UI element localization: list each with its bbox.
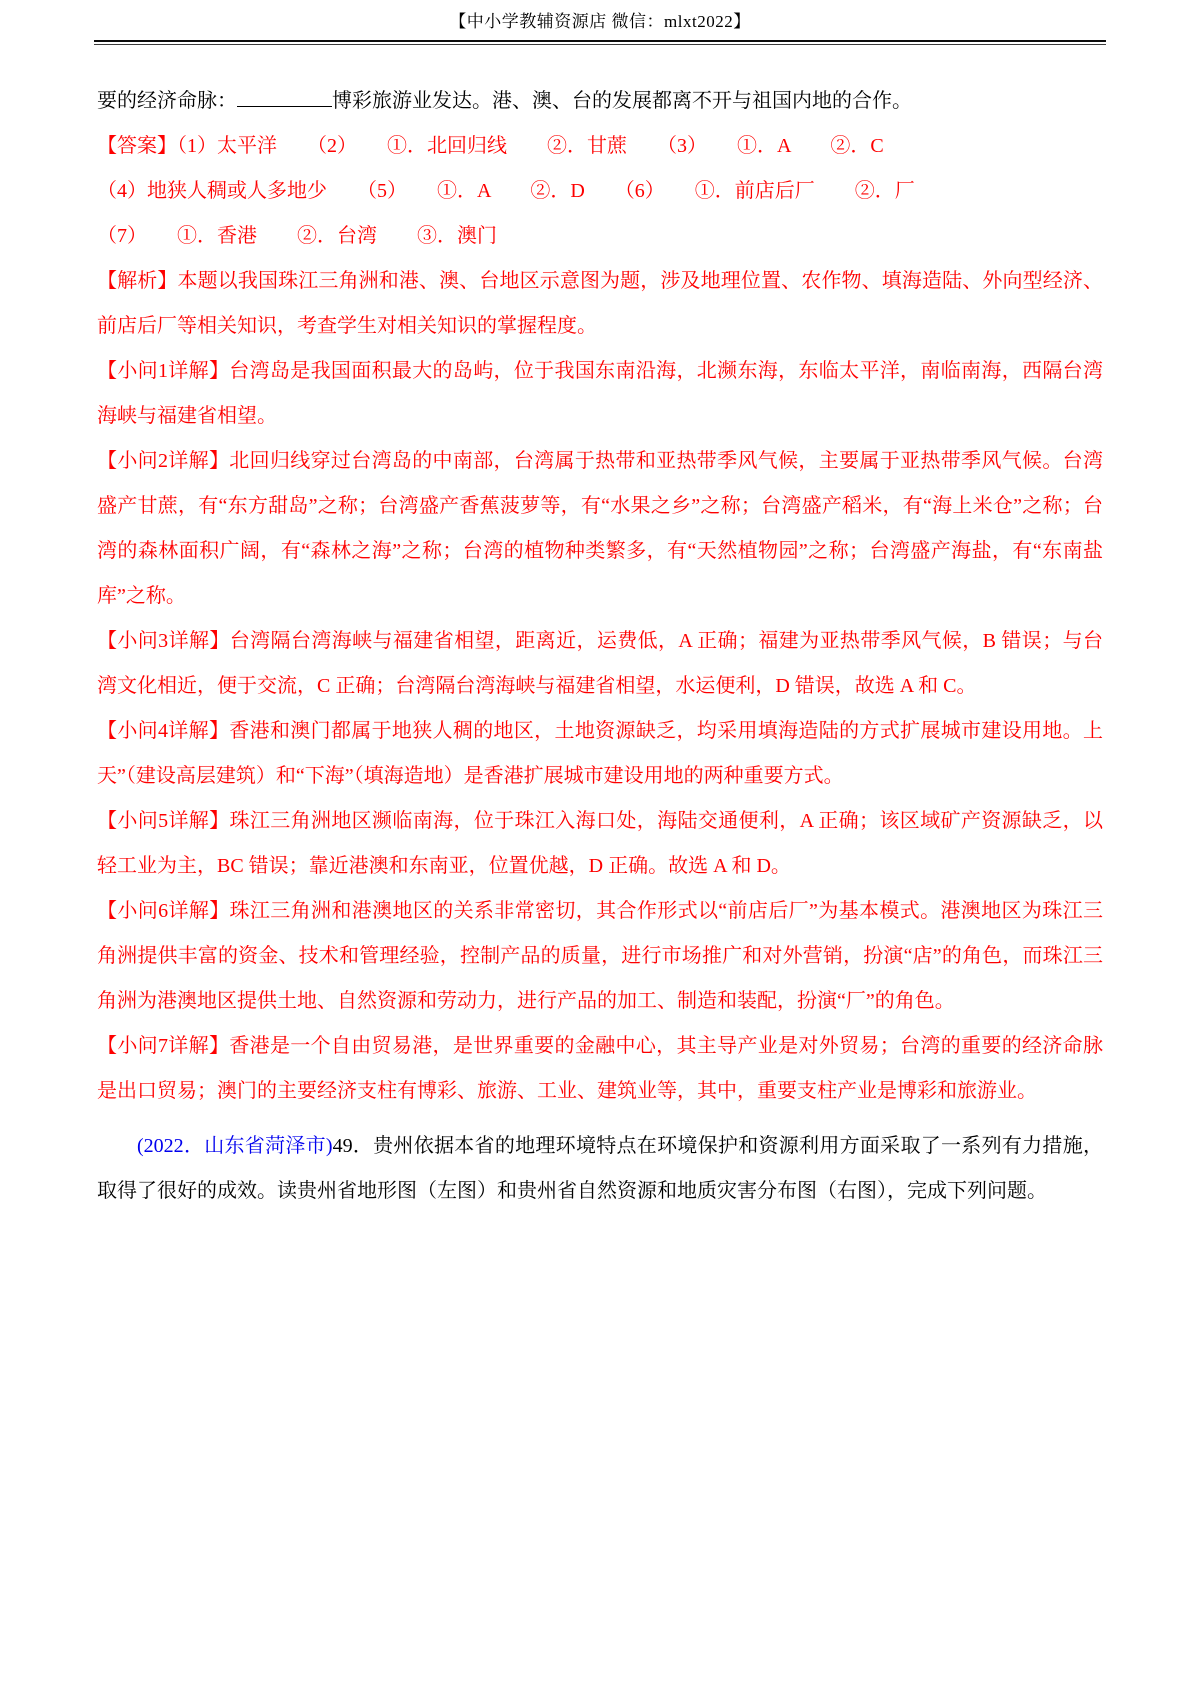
intro-paragraph [97, 79, 1103, 124]
detail-question-1: 【小问1详解】台湾岛是我国面积最大的岛屿，位于我国东南沿海，北濒东海，东临太平洋，南临南海，西隔台湾海峡与福建省相望。 [97, 360, 1103, 427]
question-source-tag: (2022．山东省菏泽市) [137, 1135, 333, 1157]
intro-text-after-blank: 博彩旅游业发达。港、澳、台的发展都离不开与祖国内地的合作。 [332, 90, 912, 112]
answer-line-1: 【答案】（1）太平洋 （2） ①．北回归线 ②．甘蔗 （3） ①．A ②．C [97, 135, 884, 157]
detail-question-7: 【小问7详解】香港是一个自由贸易港，是世界重要的金融中心，其主导产业是对外贸易；台湾的重要的经济命脉是出口贸易；澳门的主要经济支柱有博彩、旅游、工业、建筑业等，其中，重要支柱产业是博彩和旅游业。 [97, 1035, 1103, 1102]
detail-question-5: 【小问5详解】珠江三角洲地区濒临南海，位于珠江入海口处，海陆交通便利，A 正确；该区域矿产资源缺乏，以轻工业为主，BC 错误；靠近港澳和东南亚，位置优越，D 正确。故选 A 和 D。 [97, 810, 1103, 877]
detail-question-6: 【小问6详解】珠江三角洲和港澳地区的关系非常密切，其合作形式以“前店后厂”为基本模式。港澳地区为珠江三角洲提供丰富的资金、技术和管理经验，控制产品的质量，进行市场推广和对外营销，扮演“店”的角色，而珠江三角洲为港澳地区提供土地、自然资源和劳动力，进行产品的加工、制造和装配，扮演“厂”的角色。 [97, 900, 1103, 1012]
header-title: 【中小学教辅资源店 微信：mlxt2022】 [449, 12, 751, 31]
answer-line-3: （7） ①．香港 ②．台湾 ③．澳门 [97, 225, 497, 247]
detail-question-2: 【小问2详解】北回归线穿过台湾岛的中南部，台湾属于热带和亚热带季风气候，主要属于亚热带季风气候。台湾盛产甘蔗，有“东方甜岛”之称；台湾盛产香蕉菠萝等，有“水果之乡”之称；台湾盛产稻米，有“海上米仓”之称；台湾的森林面积广阔，有“森林之海”之称；台湾的植物种类繁多，有“天然植物园”之称；台湾盛产海盐，有“东南盐库”之称。 [97, 450, 1103, 607]
page-header [0, 0, 1200, 45]
detail-question-4: 【小问4详解】香港和澳门都属于地狭人稠的地区，土地资源缺乏，均采用填海造陆的方式扩展城市建设用地。上天”（建设高层建筑）和“下海”（填海造地）是香港扩展城市建设用地的两种重要方式。 [97, 720, 1103, 787]
detail-question-3: 【小问3详解】台湾隔台湾海峡与福建省相望，距离近，运费低，A 正确；福建为亚热带季风气候，B 错误；与台湾文化相近，便于交流，C 正确；台湾隔台湾海峡与福建省相望，水运便利，D 错误，故选 A 和 C。 [97, 630, 1103, 697]
document-body [97, 45, 1103, 1214]
next-question-paragraph [97, 1124, 1103, 1214]
question-text: 49．贵州依据本省的地理环境特点在环境保护和资源利用方面采取了一系列有力措施，取得了很好的成效。读贵州省地形图（左图）和贵州省自然资源和地质灾害分布图（右图），完成下列问题。 [97, 1135, 1103, 1202]
intro-text-before-blank: 要的经济命脉： [97, 90, 237, 112]
fill-in-blank [237, 86, 332, 107]
analysis-paragraph: 【解析】本题以我国珠江三角洲和港、澳、台地区示意图为题，涉及地理位置、农作物、填海造陆、外向型经济、前店后厂等相关知识，考查学生对相关知识的掌握程度。 [97, 270, 1103, 337]
answer-line-2: （4）地狭人稠或人多地少 （5） ①．A ②．D （6） ①．前店后厂 ②．厂 [97, 180, 915, 202]
